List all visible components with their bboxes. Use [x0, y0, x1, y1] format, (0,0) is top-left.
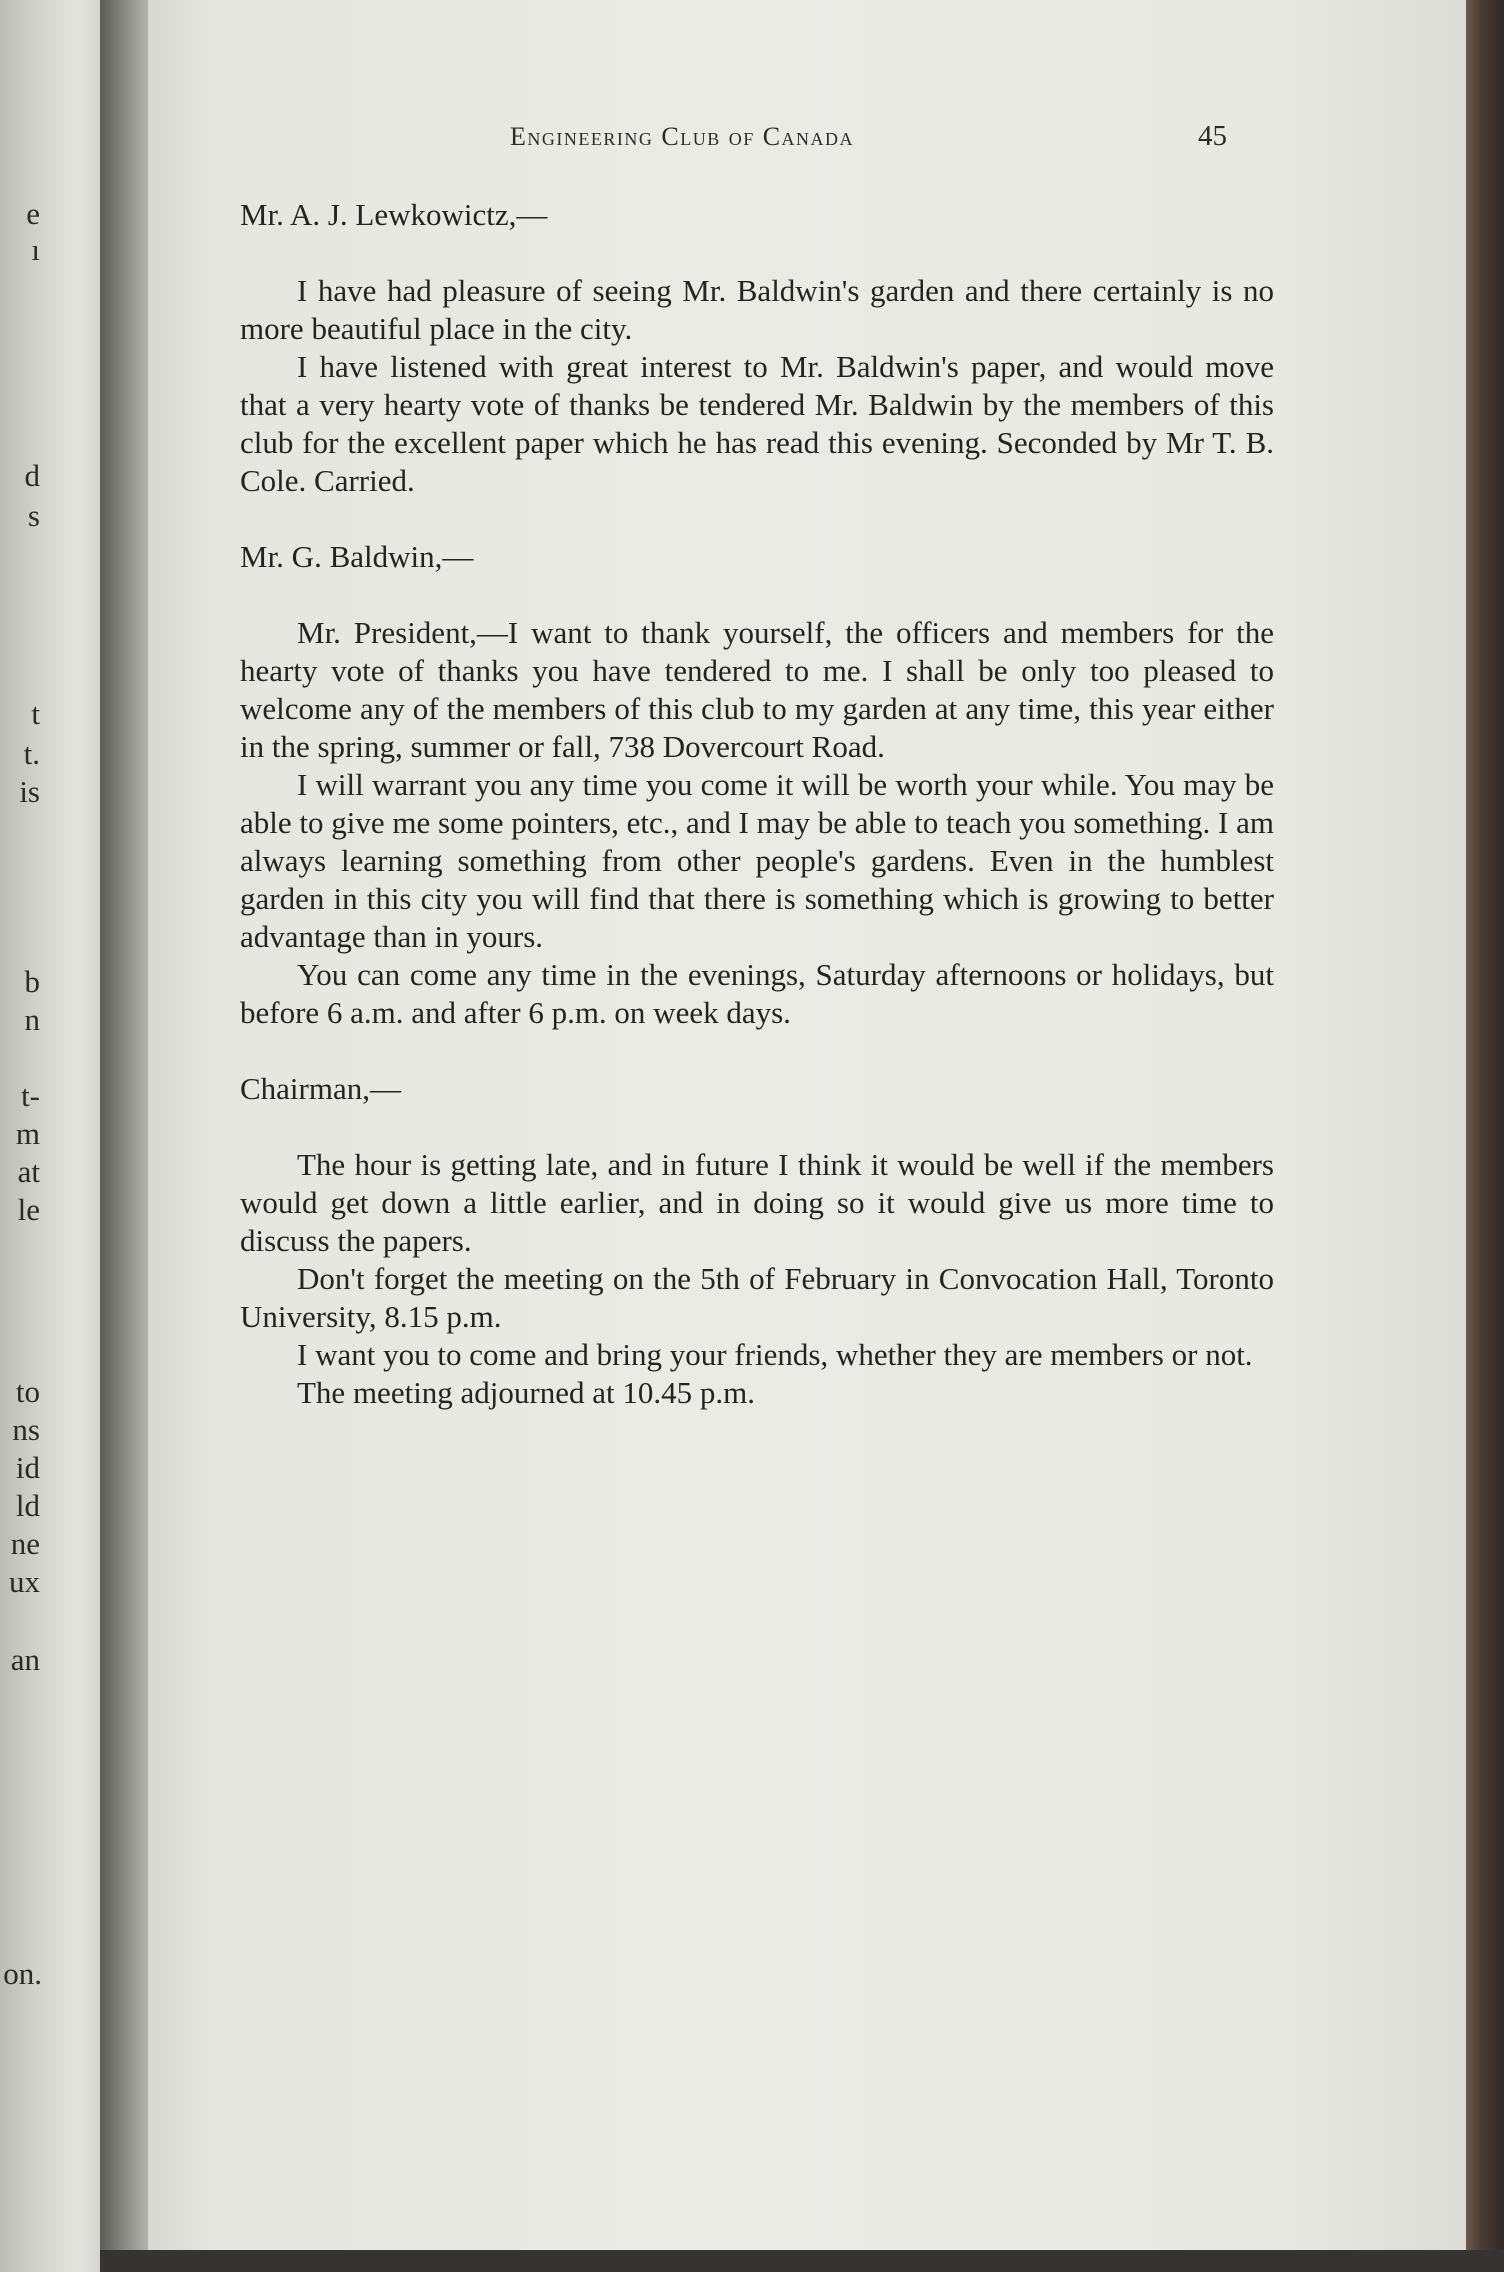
facing-page-fragment: t-: [21, 1078, 40, 1113]
facing-page-fragment: is: [19, 774, 40, 809]
running-title: Engineering Club of Canada: [510, 122, 855, 151]
facing-page-fragment: ux: [9, 1564, 40, 1599]
paragraph: The meeting adjourned at 10.45 p.m.: [297, 1375, 755, 1410]
speaker-name: Chairman,—: [240, 1071, 401, 1106]
running-head: [240, 120, 1280, 164]
paragraph: You can come any time in the evenings, Saturday afternoons or holidays, but before 6 a.m. and after 6 p.m. on week days.: [240, 957, 1274, 1030]
section-spacer: [240, 500, 1274, 538]
facing-page-fragment: an: [10, 1642, 40, 1677]
facing-page-fragment: to: [15, 1374, 40, 1409]
paragraph: The hour is getting late, and in future I think it would be well if the members would get down a little earlier, and in doing so it would give us more time to discuss the papers.: [240, 1147, 1274, 1258]
paragraph: Don't forget the meeting on the 5th of February in Convocation Hall, Toronto University, 8.15 p.m.: [240, 1261, 1274, 1334]
page-number: 45: [1198, 120, 1227, 152]
facing-page-fragment: ld: [15, 1488, 40, 1523]
paragraph: I have listened with great interest to Mr. Baldwin's paper, and would move that a very hearty vote of thanks be tendered Mr. Baldwin by the members of this club for the excellent paper which he has read this evening. Seconded by Mr T. B. Cole. Carried.: [240, 349, 1274, 498]
scan-bottom-edge: [100, 2250, 1504, 2272]
facing-page-fragment: n: [24, 1002, 40, 1037]
book-cover-edge: [1466, 0, 1504, 2272]
speaker-name: Mr. G. Baldwin,—: [240, 539, 474, 574]
facing-page-fragment: ı: [31, 232, 40, 267]
speech-section: [240, 196, 1274, 500]
facing-page-fragment: d: [24, 458, 40, 493]
speech-section: [240, 538, 1274, 1032]
facing-page-fragment: e: [26, 196, 40, 231]
facing-page-fragment: ns: [12, 1412, 40, 1447]
facing-page-fragment: id: [15, 1450, 40, 1485]
paragraph: I want you to come and bring your friends, whether they are members or not.: [297, 1337, 1253, 1372]
facing-page-fragment: m: [15, 1116, 40, 1151]
facing-page-fragment: ne: [10, 1526, 40, 1561]
speech-section: [240, 1070, 1274, 1412]
facing-page-fragment: t: [31, 696, 40, 731]
paragraph: I will warrant you any time you come it will be worth your while. You may be able to give me some pointers, etc., and I may be able to teach you something. I am always learning something from other people's gardens. Even in the humblest garden in this city you will find that there is something which is growing to better advantage than in yours.: [240, 767, 1274, 954]
facing-page-fragment: s: [27, 498, 40, 533]
facing-page-fragment: on.: [3, 1956, 42, 1991]
section-spacer: [240, 1032, 1274, 1070]
speaker-name: Mr. A. J. Lewkowictz,—: [240, 197, 548, 232]
paragraph: Mr. President,—I want to thank yourself, the officers and members for the hearty vote of thanks you have tendered to me. I shall be only too pleased to welcome any of the members of this club to my garden at any time, this year either in the spring, summer or fall, 738 Dovercourt Road.: [240, 615, 1274, 764]
page-body: [240, 196, 1274, 1412]
facing-page-fragment: le: [17, 1192, 40, 1227]
facing-page-fragment: b: [24, 964, 40, 999]
facing-page-fragment: at: [17, 1154, 40, 1189]
paragraph: I have had pleasure of seeing Mr. Baldwin's garden and there certainly is no more beautiful place in the city.: [240, 273, 1274, 346]
facing-page-text-fragments: [0, 0, 108, 2272]
facing-page-fragment: t.: [23, 736, 40, 771]
